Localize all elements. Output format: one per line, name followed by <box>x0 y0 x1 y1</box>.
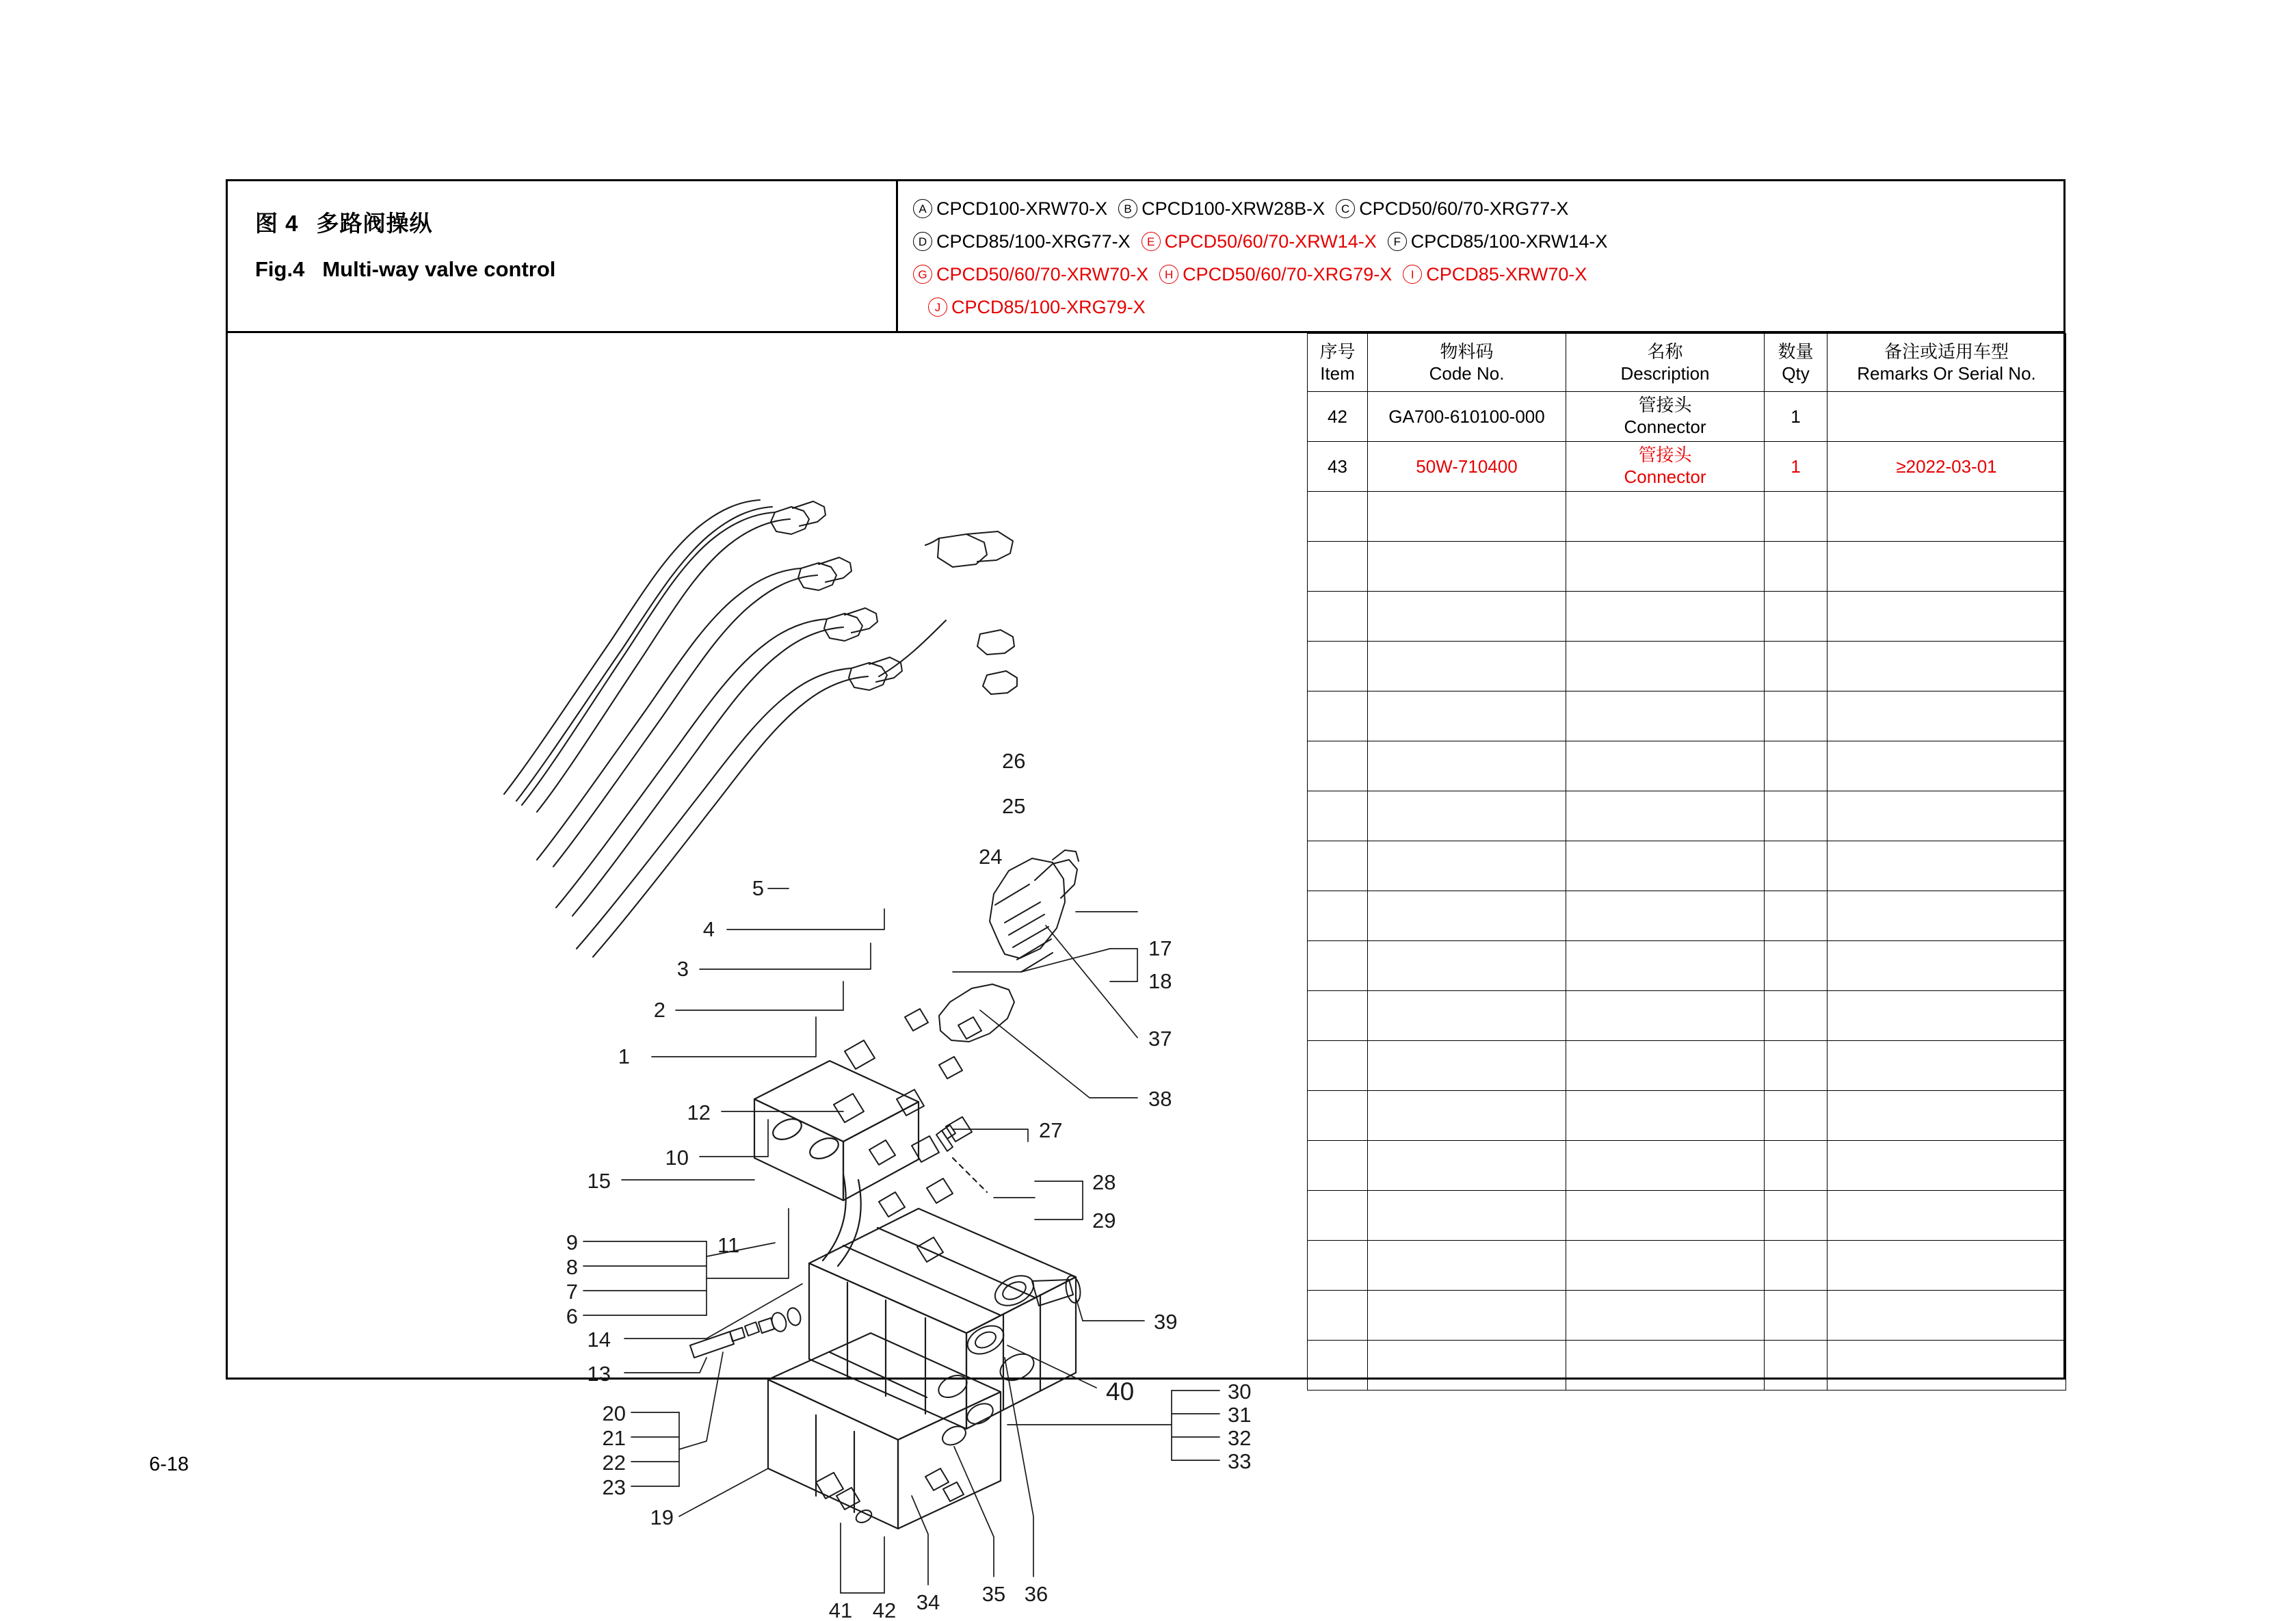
callout-34: 34 <box>916 1590 940 1614</box>
cell-empty <box>1827 1241 2066 1291</box>
cell-empty <box>1827 691 2066 741</box>
legend-label-h: CPCD50/60/70-XRG79-X <box>1183 263 1393 285</box>
cell-empty <box>1368 791 1566 841</box>
callout-25: 25 <box>1002 794 1026 818</box>
callout-19: 19 <box>650 1505 674 1529</box>
page-number: 6-18 <box>149 1453 189 1475</box>
cell-empty <box>1765 891 1827 941</box>
table-row-empty <box>1308 941 2066 991</box>
callout-8: 8 <box>566 1255 578 1279</box>
cell-empty <box>1827 791 2066 841</box>
cell-empty <box>1368 691 1566 741</box>
cell-empty <box>1765 941 1827 991</box>
callout-15: 15 <box>587 1169 611 1193</box>
cell-empty <box>1368 542 1566 592</box>
figure-title-chinese <box>255 210 896 237</box>
cell-empty <box>1765 991 1827 1041</box>
header-qty-cn: 数量 <box>1778 341 1814 362</box>
header-code <box>1368 334 1566 392</box>
cell-empty <box>1368 841 1566 891</box>
cell-empty <box>1566 991 1765 1041</box>
circle-marker-b: B <box>1118 199 1137 218</box>
table-row-empty <box>1308 991 2066 1041</box>
table-row-empty <box>1308 741 2066 791</box>
cell-description <box>1566 442 1765 492</box>
callout-40: 40 <box>1106 1378 1135 1406</box>
header-remarks <box>1827 334 2066 392</box>
table-row-empty <box>1308 1091 2066 1141</box>
circle-marker-e: E <box>1142 232 1161 251</box>
cell-remarks: ≥2022-03-01 <box>1827 442 2066 492</box>
legend-item-c <box>1336 199 1568 218</box>
cell-description <box>1566 392 1765 442</box>
figure-frame <box>226 179 2066 1621</box>
circle-marker-f: F <box>1388 232 1407 251</box>
callout-30: 30 <box>1228 1380 1252 1403</box>
legend-row-4 <box>913 291 2059 324</box>
legend-item-d <box>913 232 1131 251</box>
header-item <box>1308 334 1368 392</box>
legend-label-d: CPCD85/100-XRG77-X <box>936 230 1131 252</box>
circle-marker-j: J <box>928 298 947 317</box>
table-row-empty <box>1308 1291 2066 1341</box>
cell-empty <box>1566 841 1765 891</box>
table-row-empty <box>1308 642 2066 691</box>
cell-empty <box>1368 642 1566 691</box>
legend-item-j <box>928 298 1146 317</box>
legend-item-b <box>1118 199 1325 218</box>
cell-empty <box>1566 492 1765 542</box>
circle-marker-h: H <box>1159 265 1178 284</box>
callout-4: 4 <box>702 917 715 941</box>
cell-empty <box>1368 1241 1566 1291</box>
drawing-svg <box>228 333 1307 1621</box>
cell-empty <box>1827 991 2066 1041</box>
figure-title-english-text: Multi-way valve control <box>322 256 556 281</box>
cell-qty: 1 <box>1765 442 1827 492</box>
legend-label-i: CPCD85-XRW70-X <box>1426 263 1587 285</box>
legend-item-h <box>1159 265 1392 284</box>
header-qty-en: Qty <box>1782 363 1810 384</box>
legend-item-g <box>913 265 1148 284</box>
cell-empty <box>1765 492 1827 542</box>
cell-empty <box>1308 1291 1368 1341</box>
cell-empty <box>1566 1091 1765 1141</box>
circle-marker-d: D <box>913 232 932 251</box>
figure-title-english <box>255 256 896 282</box>
callout-35: 35 <box>981 1582 1006 1606</box>
cell-remarks <box>1827 392 2066 442</box>
cell-empty <box>1566 741 1765 791</box>
parts-table-container <box>1307 333 2066 1380</box>
cell-empty <box>1765 642 1827 691</box>
cell-code: 50W-710400 <box>1368 442 1566 492</box>
cell-empty <box>1765 1291 1827 1341</box>
cell-empty <box>1765 1241 1827 1291</box>
legend-label-b: CPCD100-XRW28B-X <box>1142 198 1325 219</box>
callout-22: 22 <box>602 1451 626 1475</box>
callout-38: 38 <box>1148 1087 1172 1111</box>
table-header-row <box>1308 334 2066 392</box>
callout-23: 23 <box>602 1475 626 1499</box>
table-row-empty <box>1308 1241 2066 1291</box>
callout-11: 11 <box>717 1233 740 1257</box>
cell-empty <box>1368 941 1566 991</box>
callout-41: 41 <box>828 1598 853 1621</box>
table-row-empty <box>1308 1341 2066 1391</box>
cell-empty <box>1827 941 2066 991</box>
figure-title-block <box>228 181 898 333</box>
header-description-cn: 名称 <box>1647 341 1683 362</box>
cell-empty <box>1308 841 1368 891</box>
cell-empty <box>1566 1141 1765 1191</box>
cell-empty <box>1368 1041 1566 1091</box>
cell-description-en: Connector <box>1624 466 1706 487</box>
circle-marker-c: C <box>1336 199 1355 218</box>
cell-empty <box>1827 1341 2066 1391</box>
callout-13: 13 <box>587 1362 611 1386</box>
legend-row-1 <box>913 192 2059 225</box>
cell-empty <box>1308 991 1368 1041</box>
cell-empty <box>1308 492 1368 542</box>
legend-label-g: CPCD50/60/70-XRW70-X <box>936 263 1149 285</box>
cell-empty <box>1308 542 1368 592</box>
cell-description-en: Connector <box>1624 417 1706 437</box>
table-row-empty <box>1308 891 2066 941</box>
cell-empty <box>1566 542 1765 592</box>
cell-empty <box>1368 1091 1566 1141</box>
callout-36: 36 <box>1024 1582 1048 1606</box>
cell-empty <box>1765 1191 1827 1241</box>
cell-empty <box>1827 1191 2066 1241</box>
table-row-empty <box>1308 542 2066 592</box>
cell-description-cn: 管接头 <box>1638 395 1692 416</box>
parts-table <box>1307 333 2066 1391</box>
callout-28: 28 <box>1092 1170 1116 1194</box>
cell-empty <box>1765 691 1827 741</box>
cell-empty <box>1308 1141 1368 1191</box>
cell-empty <box>1308 1341 1368 1391</box>
table-row-empty <box>1308 691 2066 741</box>
cell-empty <box>1368 1291 1566 1341</box>
cell-empty <box>1308 741 1368 791</box>
callout-7: 7 <box>566 1280 578 1304</box>
table-row-empty <box>1308 791 2066 841</box>
table-row-empty <box>1308 1041 2066 1091</box>
table-row <box>1308 442 2066 492</box>
legend-label-a: CPCD100-XRW70-X <box>936 198 1108 219</box>
cell-empty <box>1765 1091 1827 1141</box>
legend-item-f <box>1388 232 1608 251</box>
cell-empty <box>1765 791 1827 841</box>
circle-marker-a: A <box>913 199 932 218</box>
figure-label-english: Fig.4 <box>255 256 305 281</box>
legend-label-e: CPCD50/60/70-XRW14-X <box>1164 230 1377 252</box>
callout-18: 18 <box>1148 969 1172 993</box>
cell-empty <box>1827 1041 2066 1091</box>
cell-empty <box>1827 542 2066 592</box>
cell-empty <box>1308 891 1368 941</box>
circle-marker-g: G <box>913 265 932 284</box>
cell-empty <box>1308 1091 1368 1141</box>
cell-empty <box>1308 941 1368 991</box>
table-row-empty <box>1308 1191 2066 1241</box>
callout-37: 37 <box>1148 1027 1172 1051</box>
cell-empty <box>1566 1291 1765 1341</box>
cell-empty <box>1765 1141 1827 1191</box>
callout-26: 26 <box>1002 749 1026 773</box>
cell-empty <box>1827 492 2066 542</box>
callout-32: 32 <box>1228 1426 1252 1450</box>
callout-24: 24 <box>979 845 1003 869</box>
header-description-en: Description <box>1620 363 1710 384</box>
legend-item-a <box>913 199 1107 218</box>
cell-empty <box>1308 592 1368 642</box>
cell-empty <box>1368 1141 1566 1191</box>
figure-title-chinese-text: 多路阀操纵 <box>316 211 433 236</box>
callout-27: 27 <box>1039 1118 1063 1142</box>
callout-17: 17 <box>1148 936 1172 960</box>
cell-empty <box>1765 841 1827 891</box>
header-code-en: Code No. <box>1429 363 1505 384</box>
callout-14: 14 <box>587 1328 611 1352</box>
cell-empty <box>1566 791 1765 841</box>
cell-empty <box>1765 1341 1827 1391</box>
table-row-empty <box>1308 841 2066 891</box>
cell-empty <box>1827 1141 2066 1191</box>
legend-item-i <box>1403 265 1587 284</box>
callout-31: 31 <box>1228 1403 1252 1427</box>
model-legend <box>898 181 2066 333</box>
legend-label-f: CPCD85/100-XRW14-X <box>1410 230 1608 252</box>
callout-29: 29 <box>1092 1209 1116 1233</box>
legend-row-2 <box>913 225 2059 258</box>
cell-empty <box>1765 592 1827 642</box>
callout-5: 5 <box>752 876 764 900</box>
callout-2: 2 <box>653 998 665 1022</box>
cell-empty <box>1308 1041 1368 1091</box>
cell-empty <box>1566 691 1765 741</box>
cell-description-cn: 管接头 <box>1638 445 1692 466</box>
cell-empty <box>1765 741 1827 791</box>
cell-empty <box>1566 1241 1765 1291</box>
cell-qty: 1 <box>1765 392 1827 442</box>
header-remarks-en: Remarks Or Serial No. <box>1857 363 2036 384</box>
header-item-en: Item <box>1320 363 1355 384</box>
table-row-empty <box>1308 592 2066 642</box>
table-row-empty <box>1308 492 2066 542</box>
header-item-cn: 序号 <box>1319 341 1356 362</box>
cell-empty <box>1566 1191 1765 1241</box>
cell-empty <box>1308 1241 1368 1291</box>
callout-3: 3 <box>676 957 689 981</box>
callout-42: 42 <box>872 1598 897 1621</box>
header-remarks-cn: 备注或适用车型 <box>1884 341 2009 362</box>
cell-empty <box>1566 1341 1765 1391</box>
cell-empty <box>1368 1341 1566 1391</box>
cell-empty <box>1827 891 2066 941</box>
cell-empty <box>1765 1041 1827 1091</box>
exploded-view-drawing <box>228 333 1307 1621</box>
callout-10: 10 <box>665 1146 689 1170</box>
header-qty <box>1765 334 1827 392</box>
cell-empty <box>1368 991 1566 1041</box>
cell-empty <box>1368 492 1566 542</box>
cell-empty <box>1827 741 2066 791</box>
cell-empty <box>1566 642 1765 691</box>
legend-label-j: CPCD85/100-XRG79-X <box>951 296 1146 317</box>
cell-empty <box>1368 592 1566 642</box>
callout-1: 1 <box>618 1044 630 1068</box>
cell-item: 43 <box>1308 442 1368 492</box>
cell-empty <box>1827 841 2066 891</box>
callout-21: 21 <box>602 1426 626 1450</box>
cell-empty <box>1308 791 1368 841</box>
callout-9: 9 <box>566 1230 578 1254</box>
header-description <box>1566 334 1765 392</box>
cell-empty <box>1308 1191 1368 1241</box>
legend-label-c: CPCD50/60/70-XRG77-X <box>1359 198 1569 219</box>
cell-empty <box>1566 592 1765 642</box>
cell-empty <box>1566 891 1765 941</box>
callout-20: 20 <box>602 1401 626 1425</box>
cell-empty <box>1308 642 1368 691</box>
legend-item-e <box>1142 232 1377 251</box>
cell-empty <box>1308 691 1368 741</box>
legend-row-3 <box>913 258 2059 291</box>
cell-empty <box>1368 891 1566 941</box>
callout-12: 12 <box>687 1101 711 1124</box>
figure-label-chinese: 图 4 <box>255 211 299 236</box>
cell-empty <box>1368 741 1566 791</box>
callout-33: 33 <box>1228 1449 1252 1473</box>
cell-empty <box>1827 592 2066 642</box>
callout-39: 39 <box>1154 1310 1178 1334</box>
table-row-empty <box>1308 1141 2066 1191</box>
cell-code: GA700-610100-000 <box>1368 392 1566 442</box>
cell-item: 42 <box>1308 392 1368 442</box>
cell-empty <box>1765 542 1827 592</box>
cell-empty <box>1827 642 2066 691</box>
cell-empty <box>1827 1091 2066 1141</box>
cell-empty <box>1368 1191 1566 1241</box>
cell-empty <box>1566 1041 1765 1091</box>
cell-empty <box>1827 1291 2066 1341</box>
circle-marker-i: I <box>1403 265 1422 284</box>
header-code-cn: 物料码 <box>1440 341 1494 362</box>
callout-6: 6 <box>566 1304 578 1328</box>
table-row <box>1308 392 2066 442</box>
cell-empty <box>1566 941 1765 991</box>
